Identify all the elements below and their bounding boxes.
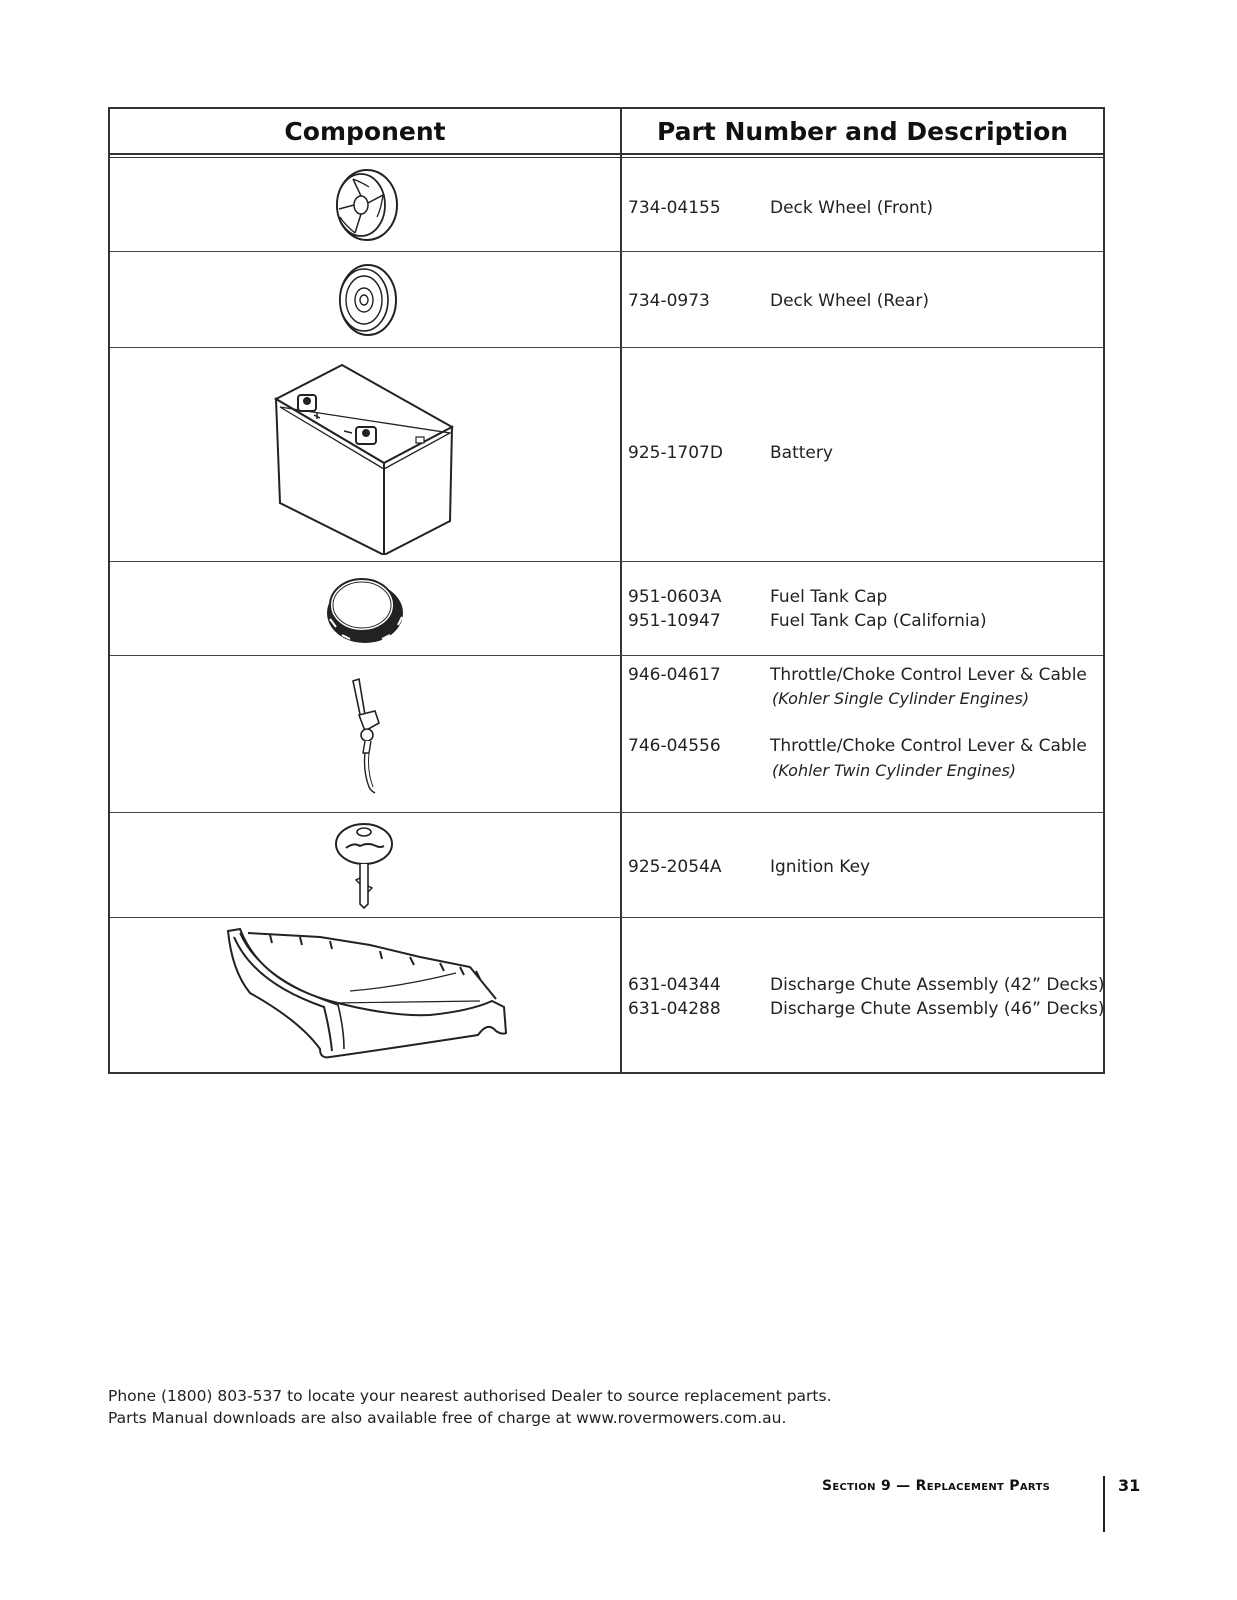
header-component: Component <box>284 116 446 146</box>
part-number: 746-04556 <box>628 736 721 756</box>
part-description: Throttle/Choke Control Lever & Cable <box>770 736 1087 756</box>
fuel-tank-cap-icon <box>110 562 620 656</box>
part-number: 925-1707D <box>628 443 723 463</box>
header-rule <box>110 153 1103 155</box>
footer-line-phone: Phone (1800) 803-537 to locate your nearest authorised Dealer to source replacement parts. <box>108 1387 832 1405</box>
part-number: 734-0973 <box>628 291 710 311</box>
part-number: 946-04617 <box>628 665 721 685</box>
part-number: 734-04155 <box>628 198 721 218</box>
battery-icon <box>110 348 620 562</box>
ignition-key-icon <box>110 813 620 918</box>
page-number: 31 <box>1118 1476 1141 1495</box>
table-row <box>110 562 1103 656</box>
part-number: 951-10947 <box>628 611 721 631</box>
table-row <box>110 348 1103 562</box>
part-number: 951-0603A <box>628 587 722 607</box>
part-number: 631-04344 <box>628 975 721 995</box>
part-description: Discharge Chute Assembly (42” Decks) <box>770 975 1105 995</box>
table-row <box>110 252 1103 348</box>
table-row <box>110 918 1103 1074</box>
part-description: Discharge Chute Assembly (46” Decks) <box>770 999 1105 1019</box>
part-note: (Kohler Twin Cylinder Engines) <box>772 761 1017 780</box>
table-row <box>110 158 1103 252</box>
table-row <box>110 656 1103 813</box>
part-number: 925-2054A <box>628 857 722 877</box>
part-description: Deck Wheel (Front) <box>770 198 934 218</box>
table-row <box>110 813 1103 918</box>
part-description: Battery <box>770 443 833 463</box>
part-description: Throttle/Choke Control Lever & Cable <box>770 665 1087 685</box>
part-description: Ignition Key <box>770 857 871 877</box>
part-description: Fuel Tank Cap (California) <box>770 611 987 631</box>
part-number: 631-04288 <box>628 999 721 1019</box>
header-part-number: Part Number and Description <box>656 116 1069 146</box>
part-description: Fuel Tank Cap <box>770 587 888 607</box>
part-note: (Kohler Single Cylinder Engines) <box>772 689 1030 708</box>
page-number-divider <box>1103 1476 1105 1532</box>
footer-note <box>108 1385 832 1429</box>
section-label: Section 9 — Replacement Parts <box>822 1478 1051 1494</box>
part-description: Deck Wheel (Rear) <box>770 291 929 311</box>
deck-wheel-front-icon <box>110 158 620 252</box>
footer-line-downloads: Parts Manual downloads are also available free of charge at www.rovermowers.com.au. <box>108 1409 787 1427</box>
throttle-lever-icon <box>110 656 620 813</box>
discharge-chute-icon <box>110 918 620 1074</box>
parts-table <box>108 107 1105 1074</box>
deck-wheel-rear-icon <box>110 252 620 348</box>
